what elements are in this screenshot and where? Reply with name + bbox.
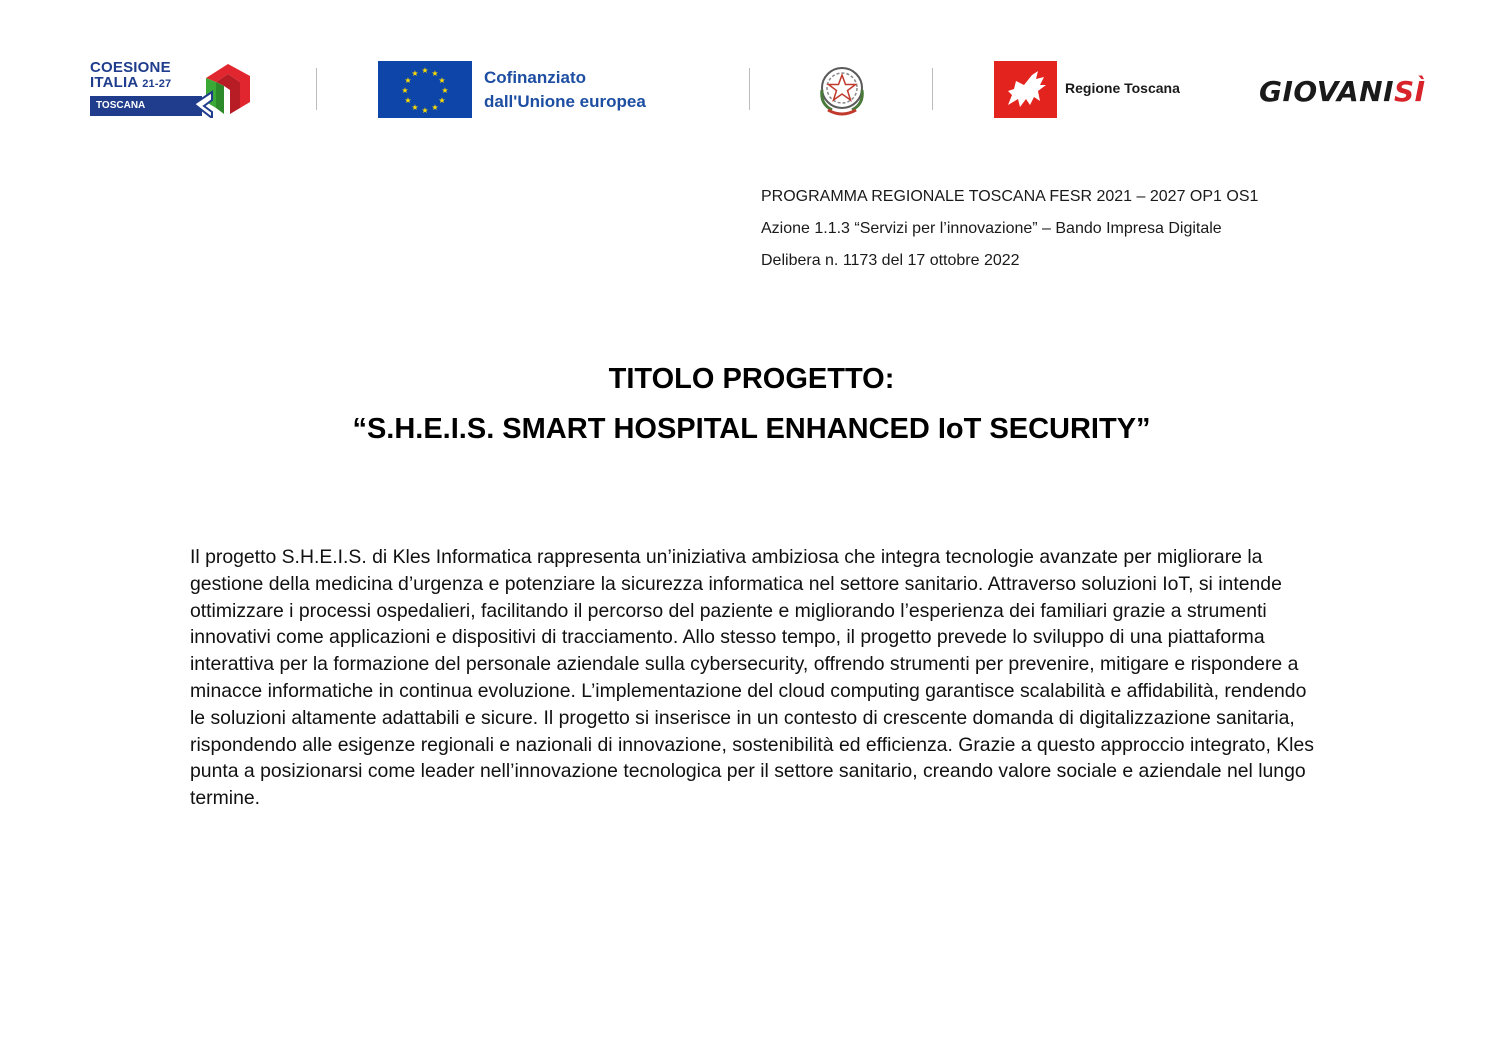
giovanisi-part2: SÌ <box>1394 75 1426 108</box>
coesione-line2: ITALIA <box>90 74 138 91</box>
programme-line2: Azione 1.1.3 “Servizi per l’innovazione” – Bando Impresa Digitale <box>761 220 1222 237</box>
title-line1: TITOLO PROGETTO: <box>608 363 895 395</box>
programme-header <box>761 186 1258 282</box>
coesione-italia-logo <box>88 58 258 120</box>
eu-label <box>484 66 646 114</box>
coesione-line1: COESIONE <box>90 59 171 76</box>
eu-cofinanced-logo <box>378 61 698 119</box>
svg-text:★: ★ <box>438 96 446 105</box>
coesione-cube-icon <box>192 60 254 118</box>
svg-text:★: ★ <box>431 103 439 112</box>
coesione-wordmark <box>90 60 171 92</box>
programme-line1: PROGRAMMA REGIONALE TOSCANA FESR 2021 – 2027 OP1 OS1 <box>761 188 1259 205</box>
giovanisi-logo <box>1259 70 1426 114</box>
svg-text:★: ★ <box>441 86 449 95</box>
coesione-line2-wrap <box>90 75 171 92</box>
regione-toscana-logo <box>994 61 1204 119</box>
eu-flag-icon <box>378 61 472 118</box>
giovanisi-part1: GIOVANI <box>1259 75 1394 108</box>
toscana-label: Regione Toscana <box>1065 80 1180 96</box>
italian-republic-emblem-icon <box>812 60 872 120</box>
logo-divider <box>932 68 933 110</box>
pegasus-graphic <box>994 61 1057 118</box>
eu-label-line2: dall'Unione europea <box>484 92 646 111</box>
logo-divider <box>316 68 317 110</box>
svg-text:★: ★ <box>411 69 419 78</box>
toscana-pegasus-icon <box>994 61 1057 118</box>
svg-text:★: ★ <box>438 76 446 85</box>
svg-text:★: ★ <box>411 103 419 112</box>
title-line2: “S.H.E.I.S. SMART HOSPITAL ENHANCED IoT SECURITY” <box>352 413 1151 445</box>
svg-text:★: ★ <box>421 106 429 115</box>
eu-label-line1: Cofinanziato <box>484 68 586 87</box>
emblem-graphic <box>812 60 872 120</box>
coesione-region-band: TOSCANA <box>90 96 202 116</box>
svg-text:★: ★ <box>404 96 412 105</box>
svg-text:★: ★ <box>421 66 429 75</box>
logo-bar <box>0 0 1503 140</box>
logo-divider <box>749 68 750 110</box>
svg-text:★: ★ <box>404 76 412 85</box>
svg-text:★: ★ <box>401 86 409 95</box>
project-description: Il progetto S.H.E.I.S. di Kles Informatica rappresenta un’iniziativa ambiziosa che integra tecnologie avanzate per migliorare la gestione della medicina d’urgenza e potenziare la sicurezza informatica nel settore sanitario. Attraverso soluzioni IoT, si intende ottimizzare i processi ospedalieri, facilitando il percorso del paziente e migliorando l’esperienza dei familiari grazie a strumenti innovativi come applicazioni e dispositivi di tracciamento. Allo stesso tempo, il progetto prevede lo sviluppo di una piattaforma interattiva per la formazione del personale aziendale sulla cybersecurity, offrendo strumenti per prevenire, mitigare e rispondere a minacce informatiche in continua evoluzione. L’implementazione del cloud computing garantisce scalabilità e affidabilità, rendendo le soluzioni altamente adattabili e sicure. Il progetto si inserisce in un contesto di crescente domanda di digitalizzazione sanitaria, rispondendo alle esigenze regionali e nazionali di innovazione, sostenibilità ed efficienza. Grazie a questo approccio integrato, Kles punta a posizionarsi come leader nell’innovazione tecnologica per il settore sanitario, creando valore sociale e aziendale nel lungo termine. <box>190 546 1314 810</box>
programme-line3: Delibera n. 1173 del 17 ottobre 2022 <box>761 252 1020 269</box>
eu-stars-icon <box>378 61 472 118</box>
project-title <box>0 359 1503 459</box>
svg-text:★: ★ <box>431 69 439 78</box>
coesione-years: 21-27 <box>142 78 172 90</box>
